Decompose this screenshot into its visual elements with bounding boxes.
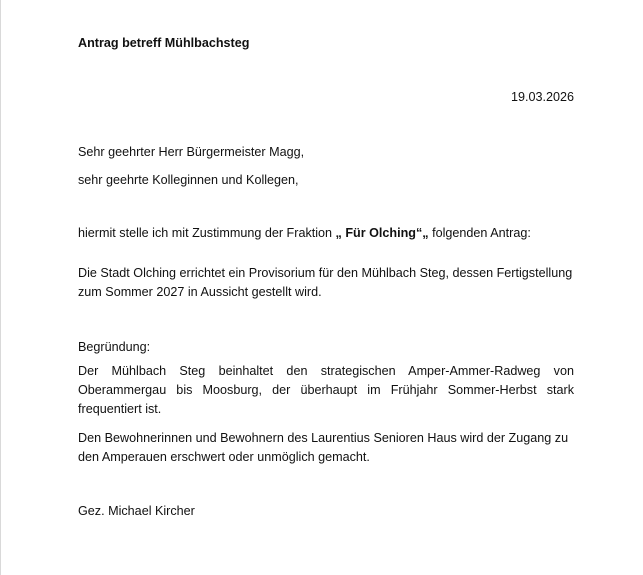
reason-paragraph-1: Der Mühlbach Steg beinhaltet den strategischen Amper-Ammer-Radweg von Oberammergau bis Moosburg, der überhaupt im Frühjahr Sommer-Herbst stark frequentiert ist. [78,364,574,416]
intro-after-text: folgenden Antrag: [428,226,531,240]
intro-paragraph [78,224,531,243]
intro-before-text: hiermit stelle ich mit Zustimmung der Fraktion [78,226,336,240]
salutation-line-2: sehr geehrte Kolleginnen und Kollegen, [78,173,299,187]
faction-name: „ Für Olching“„ [335,226,429,240]
page-edge-divider [0,0,1,575]
document-date: 19.03.2026 [510,90,574,104]
signature: Gez. Michael Kircher [78,504,195,518]
document-subject: Antrag betreff Mühlbachsteg [78,36,250,50]
request-paragraph: Die Stadt Olching errichtet ein Provisorium für den Mühlbach Steg, dessen Fertigstellung zum Sommer 2027 in Aussicht gestellt wird. [78,266,573,299]
reason-paragraph-2: Den Bewohnerinnen und Bewohnern des Laurentius Senioren Haus wird der Zugang zu den Amperauen erschwert oder unmöglich gemacht. [78,431,569,464]
reason-label: Begründung: [78,340,151,354]
salutation-line-1: Sehr geehrter Herr Bürgermeister Magg, [78,145,305,159]
